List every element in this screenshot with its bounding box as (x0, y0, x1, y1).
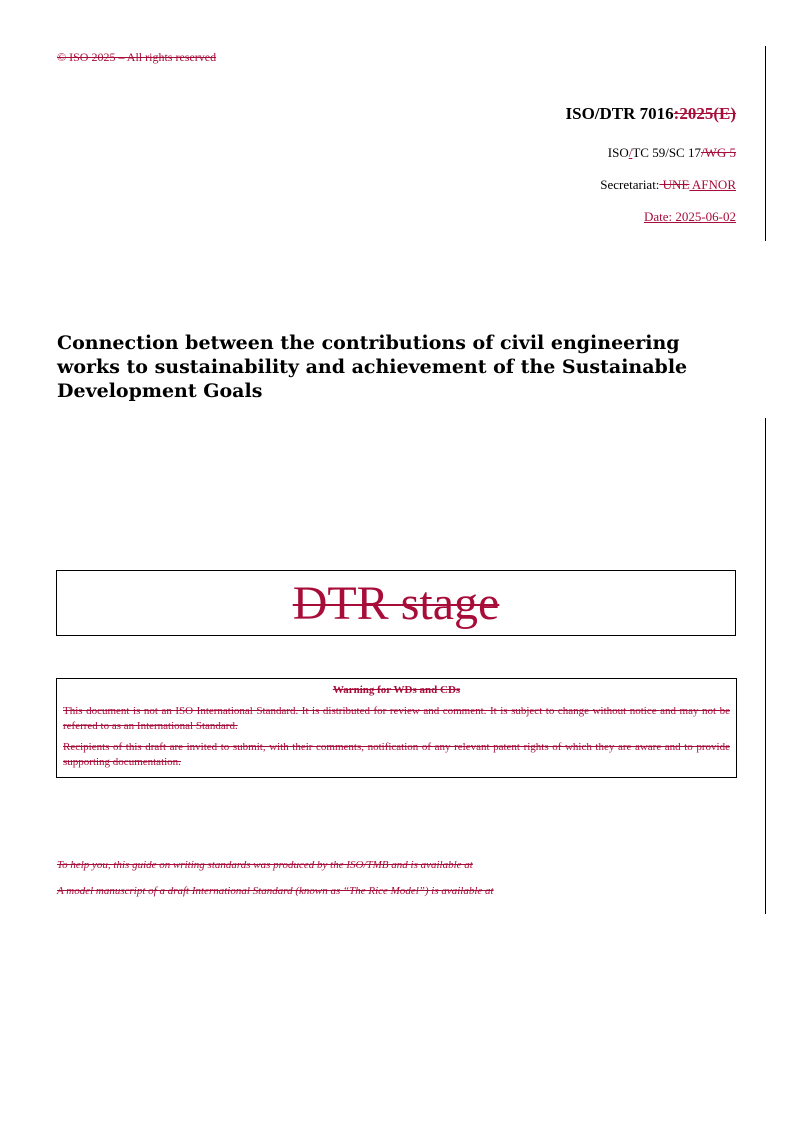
help-model-line: A model manuscript of a draft International Standard (known as “The Rice Model”) is available at (57, 885, 494, 897)
reference-prefix: ISO/DTR 7016 (565, 104, 674, 123)
reference-deleted-suffix: :2025(E) (673, 104, 736, 123)
warning-paragraph: This document is not an ISO International Standard. It is distributed for review and comment. It is subject to change without notice and may not be referred to as an International Standard. (63, 705, 730, 732)
committee-tc: TC 59/SC 17 (632, 145, 701, 160)
committee-iso: ISO (607, 145, 629, 160)
committee-reference (608, 145, 736, 161)
warning-box (56, 678, 737, 778)
document-title: Connection between the contributions of civil engineering works to sustainability and achievement of the Sustainable Development Goals (57, 332, 688, 402)
help-guide-line: To help you, this guide on writing standards was produced by the ISO/TMB and is available at (57, 859, 473, 871)
document-date: Date: 2025-06-02 (643, 209, 736, 224)
warning-heading: Warning for WDs and CDs (332, 684, 461, 696)
secretariat-label: Secretariat: (600, 177, 660, 192)
change-bar (765, 418, 766, 914)
stage-box (56, 570, 736, 636)
document-reference (566, 104, 737, 124)
copyright-notice: © ISO 2025 – All rights reserved (57, 50, 217, 64)
secretariat-inserted: AFNOR (689, 177, 736, 192)
secretariat (600, 177, 736, 193)
stage-label: DTR stage (292, 576, 500, 630)
secretariat-deleted: UNE (659, 177, 690, 192)
committee-inserted-slash: / (628, 145, 633, 160)
warning-paragraph: Recipients of this draft are invited to submit, with their comments, notification of any relevant patent rights of which they are aware and to provide supporting documentation. (63, 741, 730, 768)
committee-deleted-wg: /WG 5 (700, 145, 736, 160)
change-bar (765, 46, 766, 241)
